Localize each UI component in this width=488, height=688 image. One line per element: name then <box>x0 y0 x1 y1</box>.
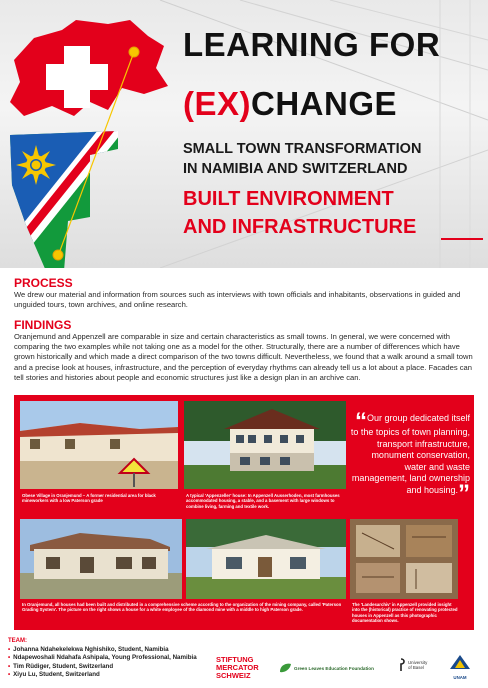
mercator-logo <box>216 656 259 680</box>
photo-oranjemund-house-right <box>186 519 346 599</box>
photo-landesarchiv-documentation <box>350 519 458 599</box>
photo-oranjemund-house-left <box>20 519 182 599</box>
caption-appenzeller-house: A typical 'Appenzeller' house: In Appenzell Ausserhoden, most farmhouses accommodated housing, a stable, and a basement with large windows to combine living, farming and textile work. <box>186 493 340 509</box>
team-member: • Tim Rüdiger, Student, Switzerland <box>8 663 197 671</box>
unibas-line1: University <box>408 660 428 665</box>
caption-landesarchiv: The 'Landesarchiv' in Appenzell provided insight into the (historical) practice of renovating protected houses in Appenzell as this photographic documentation shows. <box>352 602 458 623</box>
unibas-line2: of Basel <box>408 665 424 670</box>
poster-title-line2 <box>183 85 397 123</box>
team-member: • Xiyu Lu, Student, Switzerland <box>8 671 197 679</box>
title-ex: (EX) <box>183 85 251 122</box>
mercator-line3: SCHWEIZ <box>216 671 251 680</box>
subtitle-line2: IN NAMIBIA AND SWITZERLAND <box>183 161 408 177</box>
header-banner <box>0 0 488 268</box>
green-leaves-logo <box>278 662 374 674</box>
poster-title-line1: LEARNING FOR <box>183 26 441 63</box>
team-heading: TEAM: <box>8 638 27 644</box>
quote-text: Our group dedicated itself to the topics of town planning, transport infrastructure, monument conservation, water and waste management, land ownership and housing. <box>350 413 470 495</box>
topic-line1: BUILT ENVIRONMENT <box>183 188 394 210</box>
team-member: • Johanna Ndahekelekwa Nghishiko, Student, Namibia <box>8 646 197 654</box>
team-list <box>8 646 197 679</box>
title-change: CHANGE <box>251 85 398 122</box>
subtitle-line1: SMALL TOWN TRANSFORMATION <box>183 141 422 157</box>
topic-underline <box>441 238 483 240</box>
photo-panel <box>14 395 480 636</box>
topic-line2: AND INFRASTRUCTURE <box>183 216 417 238</box>
design-credit: DESIGN & LAYOUT: Ndapewoshali Ndahafa Ashipala <box>476 545 480 636</box>
group-quote <box>350 408 470 507</box>
photo-oranjemund-village <box>20 401 178 489</box>
findings-heading: FINDINGS <box>14 318 72 332</box>
unibas-logo <box>396 658 427 672</box>
basel-staff-icon <box>396 658 406 672</box>
findings-text: Oranjemund and Appenzell are comparable in size and certain characteristics as small towns. In general, we were concerned with comparing the two examples while not taking one as a model for the other. Structurally, there are a number of differences which have grown historically and which made a direct comparison of the two towns difficult. Nevertheless, we found that a walk around a small town and a precise look at houses, infrastructure, and the perception of everyday rhythms can already tell us a lot about a place. Facades can tell stories and histories about people and economic structures just like a design plan in an archive can. <box>14 332 473 382</box>
sponsor-logos <box>216 652 484 682</box>
caption-oranjemund-village: Obese Village in Oranjemund – A former residential area for black mineworkers with a low Paterson grade <box>22 493 156 504</box>
mercator-line2: MERCATOR <box>216 663 259 672</box>
process-heading: PROCESS <box>14 276 73 290</box>
photo-appenzeller-house <box>184 401 346 489</box>
team-member: • Ndapewoshali Ndahafa Ashipala, Young Professional, Namibia <box>8 654 197 662</box>
leaf-icon <box>278 662 292 674</box>
unam-text: UNAM <box>453 675 467 680</box>
mercator-line1: STIFTUNG <box>216 655 254 664</box>
unibas-text <box>408 660 427 670</box>
unam-logo <box>448 654 472 680</box>
process-text: We drew our material and information from sources such as interviews with town officials and inhabitants, observations in guided and unguided tours, town archives, and online research. <box>14 290 461 310</box>
green-leaves-text: Green Leaves Education Foundation <box>294 665 374 671</box>
unam-emblem-icon <box>448 654 472 670</box>
caption-paterson-grading: In Oranjemund, all houses had been built and distributed in a comprehensive scheme according to the organization of the mining company, called 'Paterson Grading System'. The picture on the right shows a house for a white employee of the diamond mine with a middle to high Paterson grade. <box>22 602 342 613</box>
open-quote-icon: “ <box>354 408 367 435</box>
close-quote-icon: ” <box>458 479 470 507</box>
